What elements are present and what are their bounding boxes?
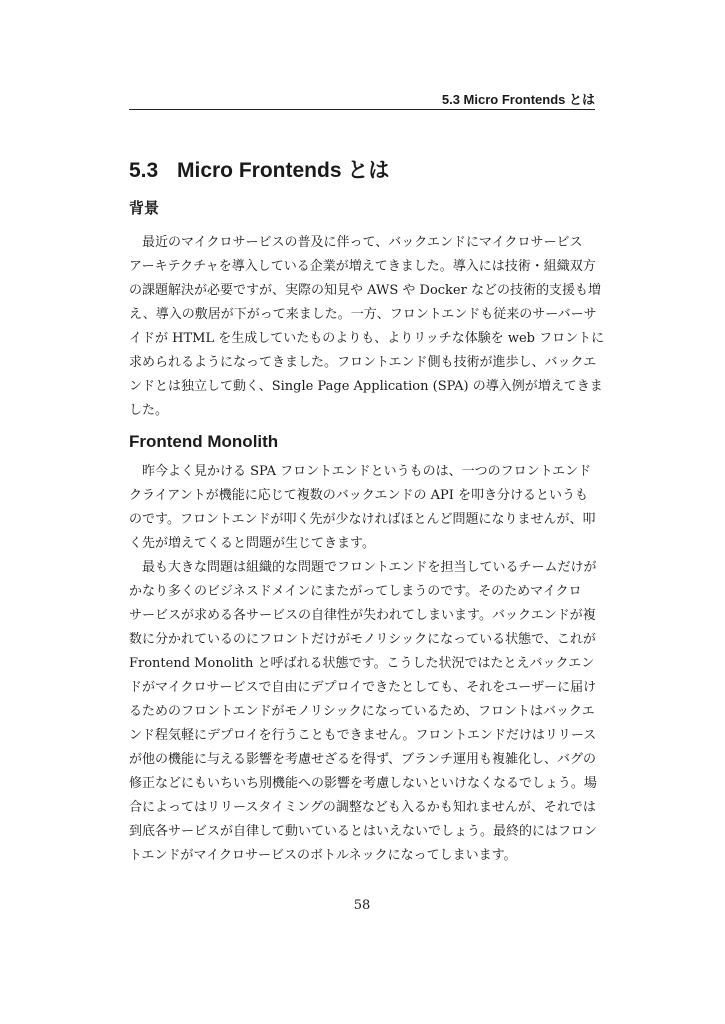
paragraph-line: 到底各サービスが自律して動いているとはいえないでしょう。最終的にはフロン: [129, 824, 598, 839]
paragraph-line: 数に分かれているのにフロントだけがモノリシックになっている状態で、これが: [129, 632, 596, 647]
running-header: 5.3 Micro Frontends とは: [441, 92, 595, 107]
paragraph-line: ドがマイクロサービスで自由にデプロイできたとしても、それをユーザーに届け: [129, 680, 597, 695]
paragraph-line: クライアントが機能に応じて複数のバックエンドの API を叩き分けるというも: [129, 488, 588, 503]
frontend-monolith-heading: Frontend Monolith: [129, 432, 279, 451]
paragraph-line: かなり多くのビジネスドメインにまたがってしまうのです。そのためマイクロ: [129, 584, 582, 599]
paragraph-line: のです。フロントエンドが叩く先が少なければほとんど問題になりませんが、叩: [129, 512, 596, 527]
paragraph-line: アーキテクチャを導入している企業が増えてきました。導入には技術・組織双方: [129, 259, 596, 274]
paragraph-line: した。: [129, 403, 169, 418]
paragraph-line: の課題解決が必要ですが、実際の知見や AWS や Docker などの技術的支援も増: [129, 283, 601, 298]
paragraph-line: 昨今よく見かける SPA フロントエンドというものは、一つのフロントエンド: [142, 464, 592, 479]
paragraph-line: 最も大きな問題は組織的な問題でフロントエンドを担当しているチームだけが: [142, 560, 597, 575]
paragraph-line: く先が増えてくると問題が生じてきます。: [129, 536, 375, 551]
section-title-text: Micro Frontends とは: [177, 159, 390, 182]
paragraph-line: 最近のマイクロサービスの普及に伴って、バックエンドにマイクロサービス: [142, 235, 583, 250]
paragraph-line: るためのフロントエンドがモノリシックになっているため、フロントはバックエ: [129, 704, 595, 719]
monolith-paragraph-1: [129, 460, 595, 556]
background-paragraph: [129, 231, 605, 423]
paragraph-line: イドが HTML を生成していたものよりも、よりリッチな体験を web フロントに: [129, 331, 605, 346]
paragraph-line: Frontend Monolith と呼ばれる状態です。こうした状況ではたとえバックエン: [129, 656, 595, 671]
paragraph-line: ンド程気軽にデプロイを行うこともできません。フロントエンドだけはリリース: [129, 728, 597, 743]
paragraph-line: が他の機能に与える影響を考慮せざるを得ず、ブランチ運用も複雑化し、バグの: [129, 752, 596, 767]
monolith-paragraph-2: [129, 556, 598, 868]
section-number: 5.3: [129, 159, 159, 182]
paragraph-line: 修正などにもいちいち別機能への影響を考慮しないといけなくなるでしょう。場: [129, 776, 597, 791]
paragraph-line: サービスが求める各サービスの自律性が失われてしまいます。バックエンドが複: [129, 608, 596, 623]
paragraph-line: 合によってはリリースタイミングの調整なども入るかも知れませんが、それでは: [129, 800, 596, 815]
paragraph-line: え、導入の敷居が下がって来ました。一方、フロントエンドも従来のサーバーサ: [129, 307, 597, 322]
paragraph-line: ンドとは独立して動く、Single Page Application (SPA) の導入例が増えてきま: [129, 379, 603, 394]
header-rule: [129, 109, 595, 110]
page-number: 58: [353, 898, 371, 913]
background-heading: 背景: [129, 199, 160, 217]
section-title: [129, 158, 595, 184]
paragraph-line: トエンドがマイクロサービスのボトルネックになってしまいます。: [129, 848, 517, 863]
paragraph-line: 求められるようになってきました。フロントエンド側も技術が進歩し、バックエ: [129, 355, 597, 370]
